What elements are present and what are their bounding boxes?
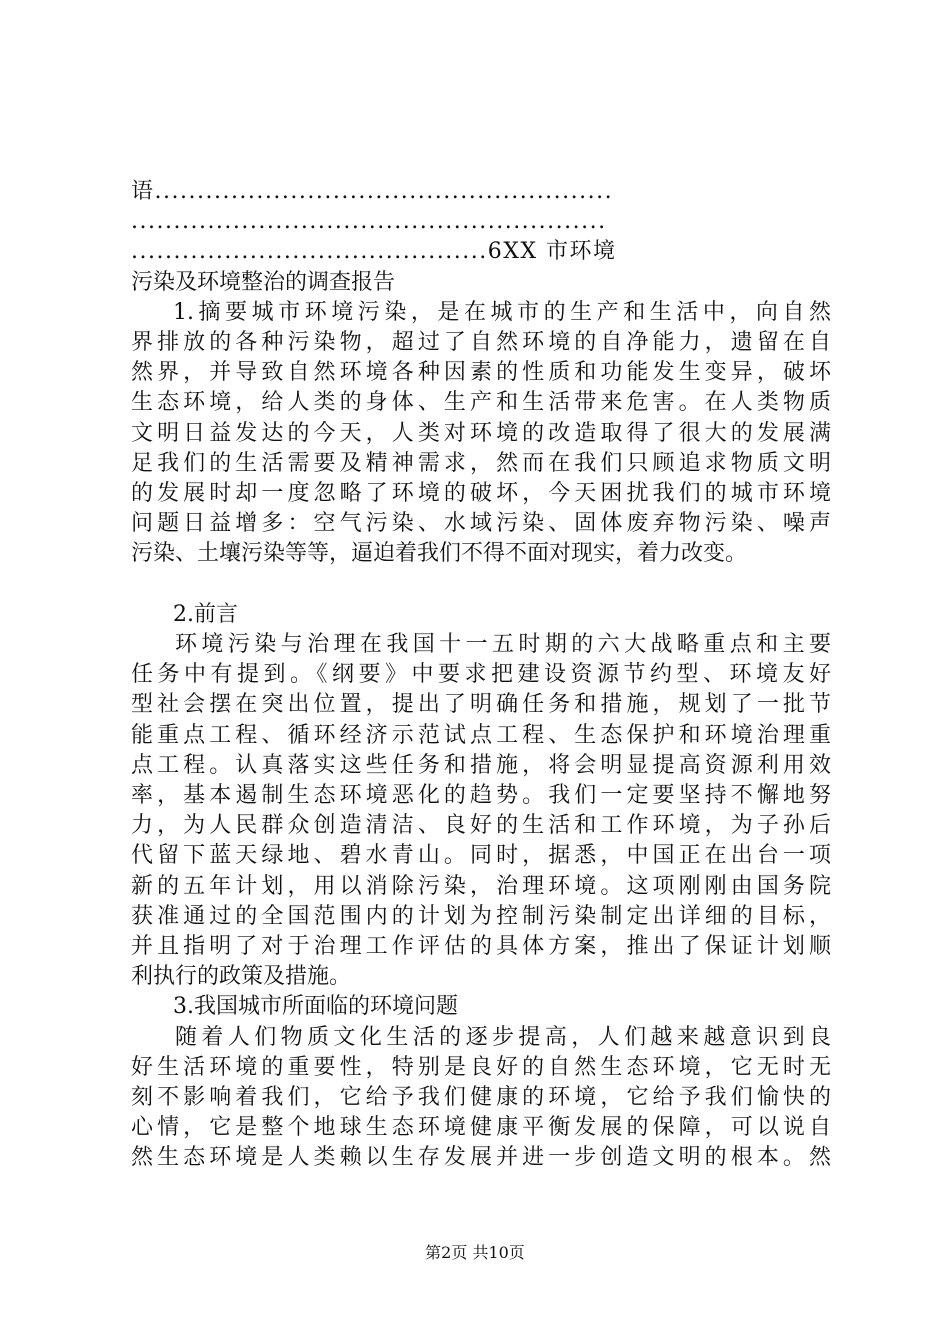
paragraph-line: 代留下蓝天绿地、碧水青山。同时，据悉，中国正在出台一项 [131,843,831,869]
toc-line: ........................................................ [131,209,607,235]
paragraph-line: 任务中有提到。《纲要》中要求把建设资源节约型、环境友好 [131,662,831,688]
document-body [131,177,831,1174]
paragraph-line: 好生活环境的重要性，特别是良好的自然生态环境，它无时无 [131,1054,831,1080]
paragraph-line: 界排放的各种污染物，超过了自然环境的自净能力，遗留在自 [131,330,831,356]
paragraph-line: 力，为人民群众创造清洁、良好的生活和工作环境，为子孙后 [131,813,831,839]
paragraph-line: 随着人们物质文化生活的逐步提高，人们越来越意识到良 [175,1024,831,1050]
paragraph-line: 型社会摆在突出位置，提出了明确任务和措施，规划了一批节 [131,692,831,718]
blank-line [131,570,831,600]
paragraph-line: 问题日益增多：空气污染、水域污染、固体废弃物污染、噪声 [131,511,831,537]
paragraph-line: 点工程。认真落实这些任务和措施，将会明显提高资源利用效 [131,752,831,778]
paragraph-line: 率，基本遏制生态环境恶化的趋势。我们一定要坚持不懈地努 [131,783,831,809]
page-number-footer: 第2页 共10页 [425,1243,525,1262]
report-title-line: 污染及环境整治的调查报告 [131,269,396,295]
paragraph-line: 能重点工程、循环经济示范试点工程、生态保护和环境治理重 [131,722,831,748]
paragraph-line: 然生态环境是人类赖以生存发展并进一步创造文明的根本。然 [131,1145,831,1171]
paragraph-line: 心情，它是整个地球生态环境健康平衡发展的保障，可以说自 [131,1115,831,1141]
paragraph-line: 足我们的生活需要及精神需求，然而在我们只顾追求物质文明 [131,450,831,476]
paragraph-line: 文明日益发达的今天，人类对环境的改造取得了很大的发展满 [131,420,831,446]
paragraph-line: 然界，并导致自然环境各种因素的性质和功能发生变异，破坏 [131,360,831,386]
paragraph-line: 污染、土壤污染等等，逼迫着我们不得不面对现实，着力改变。 [131,541,748,567]
paragraph-line: 的发展时却一度忽略了环境的破坏，今天困扰我们的城市环境 [131,481,831,507]
paragraph-line: 刻不影响着我们，它给予我们健康的环境，它给予我们愉快的 [131,1085,831,1111]
section-heading-abstract: 1.摘要城市环境污染，是在城市的生产和生活中，向自然 [173,299,831,325]
paragraph-line: 并且指明了对于治理工作评估的具体方案，推出了保证计划顺 [131,934,831,960]
toc-line: 语...................................................... [131,179,614,204]
paragraph-line: 生态环境，给人类的身体、生产和生活带来危害。在人类物质 [131,390,831,416]
paragraph-line: 新的五年计划，用以消除污染，治理环境。这项刚刚由国务院 [131,873,831,899]
section-heading-problems: 3.我国城市所面临的环境问题 [173,994,458,1020]
toc-line: ..........................................6XX 市环境 [131,239,617,265]
section-heading-preface: 2.前言 [173,601,238,627]
paragraph-line: 获准通过的全国范围内的计划为控制污染制定出详细的目标， [131,903,831,929]
paragraph-line: 环境污染与治理在我国十一五时期的六大战略重点和主要 [175,632,831,658]
paragraph-line: 利执行的政策及措施。 [131,964,352,990]
